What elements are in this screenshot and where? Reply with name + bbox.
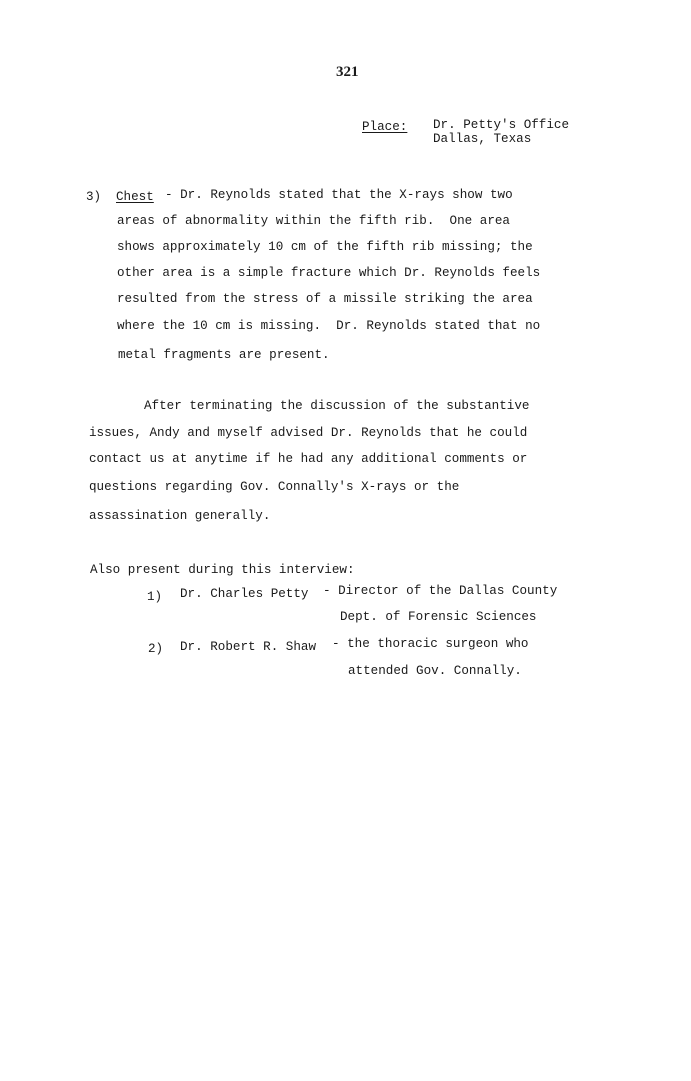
- attendee-name: Dr. Charles Petty: [180, 587, 309, 601]
- attendee-role: Dept. of Forensic Sciences: [340, 610, 537, 624]
- closing-paragraph-line: assassination generally.: [89, 509, 271, 523]
- section-3-line: - Dr. Reynolds stated that the X-rays show two: [165, 188, 513, 202]
- place-line-1: Dr. Petty's Office: [433, 118, 570, 132]
- section-3-heading: Chest: [116, 190, 154, 204]
- place-label: Place:: [362, 120, 408, 134]
- attendee-role: attended Gov. Connally.: [348, 664, 522, 678]
- page-number: 321: [336, 64, 359, 80]
- section-3-number: 3): [86, 190, 102, 204]
- attendee-role: - Director of the Dallas County: [323, 584, 558, 598]
- attendee-number: 1): [147, 590, 163, 604]
- closing-paragraph-line: issues, Andy and myself advised Dr. Reynolds that he could: [89, 426, 528, 440]
- attendee-number: 2): [148, 642, 164, 656]
- section-3-line: resulted from the stress of a missile striking the area: [117, 292, 533, 306]
- place-line-2: Dallas, Texas: [433, 132, 532, 146]
- section-3-line: other area is a simple fracture which Dr. Reynolds feels: [117, 266, 541, 280]
- attendee-role: - the thoracic surgeon who: [332, 637, 529, 651]
- closing-paragraph-line: contact us at anytime if he had any additional comments or: [89, 452, 528, 466]
- section-3-line: metal fragments are present.: [118, 348, 330, 362]
- attendee-name: Dr. Robert R. Shaw: [180, 640, 317, 654]
- section-3-line: where the 10 cm is missing. Dr. Reynolds stated that no: [117, 319, 541, 333]
- closing-paragraph-line: After terminating the discussion of the substantive: [144, 399, 530, 413]
- section-3-line: shows approximately 10 cm of the fifth rib missing; the: [117, 240, 533, 254]
- section-3-line: areas of abnormality within the fifth rib. One area: [117, 214, 510, 228]
- closing-paragraph-line: questions regarding Gov. Connally's X-rays or the: [89, 480, 460, 494]
- also-present-intro: Also present during this interview:: [90, 563, 355, 577]
